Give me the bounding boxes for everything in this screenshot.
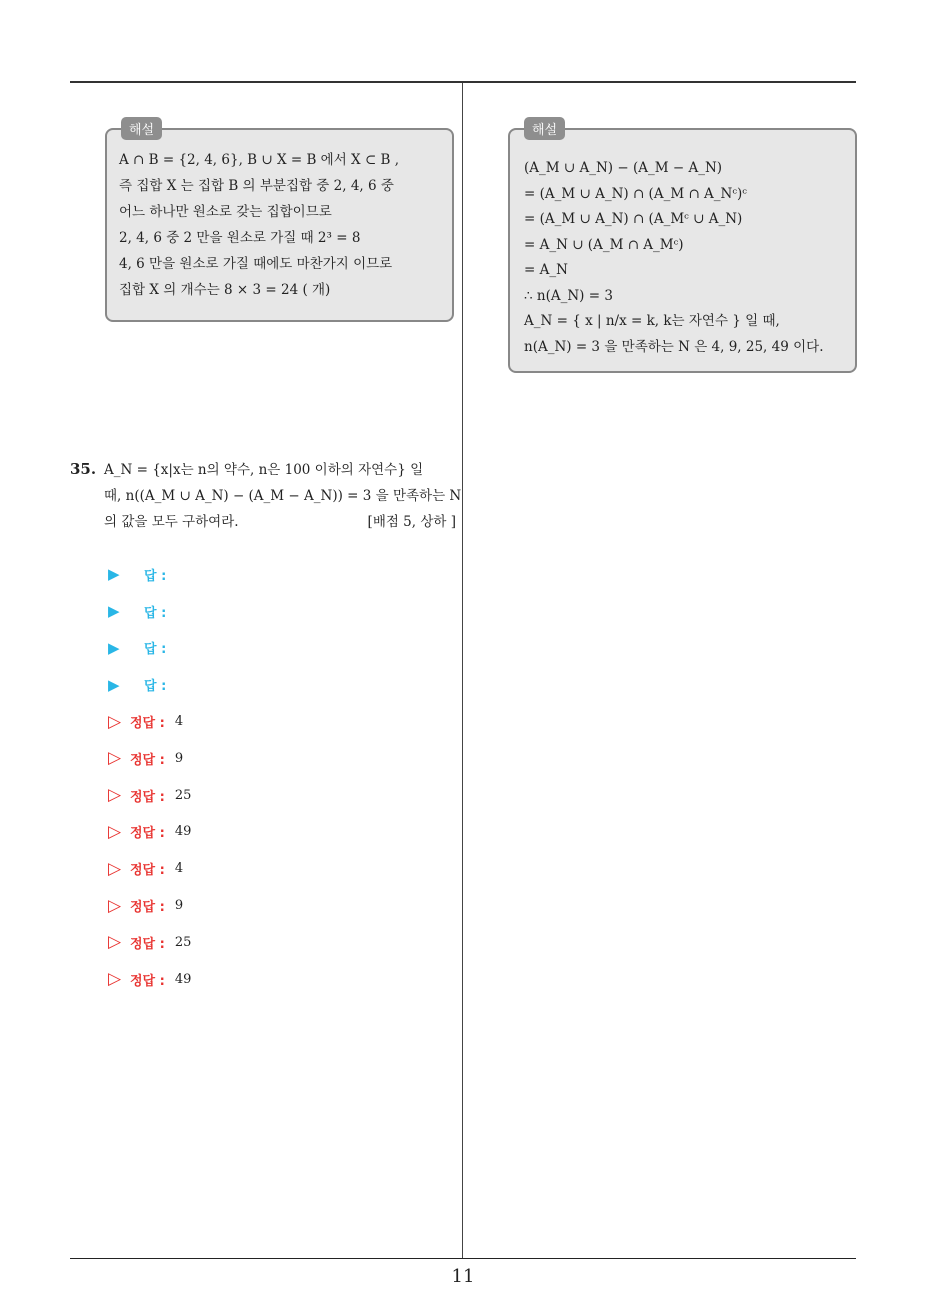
answer-row [108, 593, 191, 630]
outline-arrow-icon: ▷ [108, 748, 122, 769]
outline-arrow-icon: ▷ [108, 858, 122, 879]
correct-answer-value: 9 [174, 898, 184, 914]
problem-35 [70, 456, 462, 535]
correct-answer-label: 정답 : [130, 900, 165, 916]
solution-tag: 해설 [524, 117, 565, 140]
problem-score: [배점 5, 상하 ] [367, 514, 456, 530]
correct-answer-row [108, 814, 191, 851]
problem-text-line: 의 값을 모두 구하여라. [104, 514, 239, 530]
correct-answer-label: 정답 : [130, 936, 165, 952]
correct-answer-value: 49 [174, 971, 192, 987]
answer-list [108, 556, 191, 998]
outline-arrow-icon: ▷ [108, 969, 122, 990]
page-number: 11 [451, 1266, 475, 1287]
correct-answer-row [108, 777, 191, 814]
solution-line: 4, 6 만을 원소로 가질 때에도 마찬가지 이므로 [119, 256, 393, 272]
solution-line: A_N = { x | n/x = k, k는 자연수 } 일 때, [524, 313, 780, 329]
solution-line: = (A_M ∪ A_N) ∩ (A_M ∩ A_Nᶜ)ᶜ [524, 185, 747, 202]
bottom-rule [70, 1258, 856, 1259]
top-rule [70, 81, 856, 83]
outline-arrow-icon: ▷ [108, 785, 122, 806]
correct-answer-label: 정답 : [130, 863, 165, 879]
play-arrow-icon: ▶ [108, 602, 120, 621]
solution-line: = (A_M ∪ A_N) ∩ (A_Mᶜ ∪ A_N) [524, 211, 743, 227]
correct-answer-row [108, 703, 191, 740]
correct-answer-value: 4 [174, 714, 184, 730]
solution-line: ∴ n(A_N) = 3 [524, 287, 613, 304]
correct-answer-label: 정답 : [130, 716, 165, 732]
outline-arrow-icon: ▷ [108, 895, 122, 916]
solution-line: 즉 집합 X 는 집합 B 의 부분집합 중 2, 4, 6 중 [119, 178, 394, 194]
solution-tag: 해설 [121, 117, 162, 140]
right-solution-box [508, 123, 857, 373]
problem-text-line: A_N = {x|x는 n의 약수, n은 100 이하의 자연수} 일 [104, 462, 424, 478]
play-arrow-icon: ▶ [108, 638, 120, 657]
problem-text-line: 때, n((A_M ∪ A_N) − (A_M − A_N)) = 3 을 만족하는 N [104, 488, 462, 504]
left-solution-lines [119, 147, 399, 303]
solution-line: 집합 X 의 개수는 8 × 3 = 24 ( 개) [119, 282, 331, 298]
correct-answer-row [108, 850, 191, 887]
left-solution-box [105, 123, 454, 322]
play-arrow-icon: ▶ [108, 565, 120, 584]
correct-answer-value: 25 [174, 787, 192, 803]
correct-answer-label: 정답 : [130, 752, 165, 768]
correct-answer-label: 정답 : [130, 826, 165, 842]
correct-answer-label: 정답 : [130, 973, 165, 989]
play-arrow-icon: ▶ [108, 675, 120, 694]
correct-answer-row [108, 924, 191, 961]
answer-label: 답 : [144, 605, 167, 621]
answer-row [108, 666, 191, 703]
answer-label: 답 : [144, 679, 167, 695]
correct-answer-row [108, 740, 191, 777]
solution-line: = A_N [524, 262, 568, 278]
outline-arrow-icon: ▷ [108, 711, 122, 732]
right-solution-lines [524, 156, 824, 360]
correct-answer-value: 49 [174, 824, 192, 840]
correct-answer-value: 9 [174, 750, 184, 766]
solution-line: 2, 4, 6 중 2 만을 원소로 가질 때 2³ = 8 [119, 230, 361, 246]
correct-answer-label: 정답 : [130, 789, 165, 805]
answer-row [108, 556, 191, 593]
answer-label: 답 : [144, 642, 167, 658]
solution-line: 어느 하나만 원소로 갖는 집합이므로 [119, 204, 332, 220]
correct-answer-value: 25 [174, 934, 192, 950]
problem-number: 35. [70, 460, 97, 478]
answer-label: 답 : [144, 568, 167, 584]
correct-answer-value: 4 [174, 861, 184, 877]
solution-line: (A_M ∪ A_N) − (A_M − A_N) [524, 160, 723, 176]
correct-answer-row [108, 887, 191, 924]
column-divider [462, 83, 463, 1259]
solution-line: A ∩ B = {2, 4, 6}, B ∪ X = B 에서 X ⊂ B , [119, 152, 400, 168]
correct-answer-row [108, 961, 191, 998]
outline-arrow-icon: ▷ [108, 821, 122, 842]
solution-line: = A_N ∪ (A_M ∩ A_Mᶜ) [524, 236, 684, 253]
solution-line: n(A_N) = 3 을 만족하는 N 은 4, 9, 25, 49 이다. [524, 338, 824, 355]
outline-arrow-icon: ▷ [108, 932, 122, 953]
answer-row [108, 630, 191, 667]
